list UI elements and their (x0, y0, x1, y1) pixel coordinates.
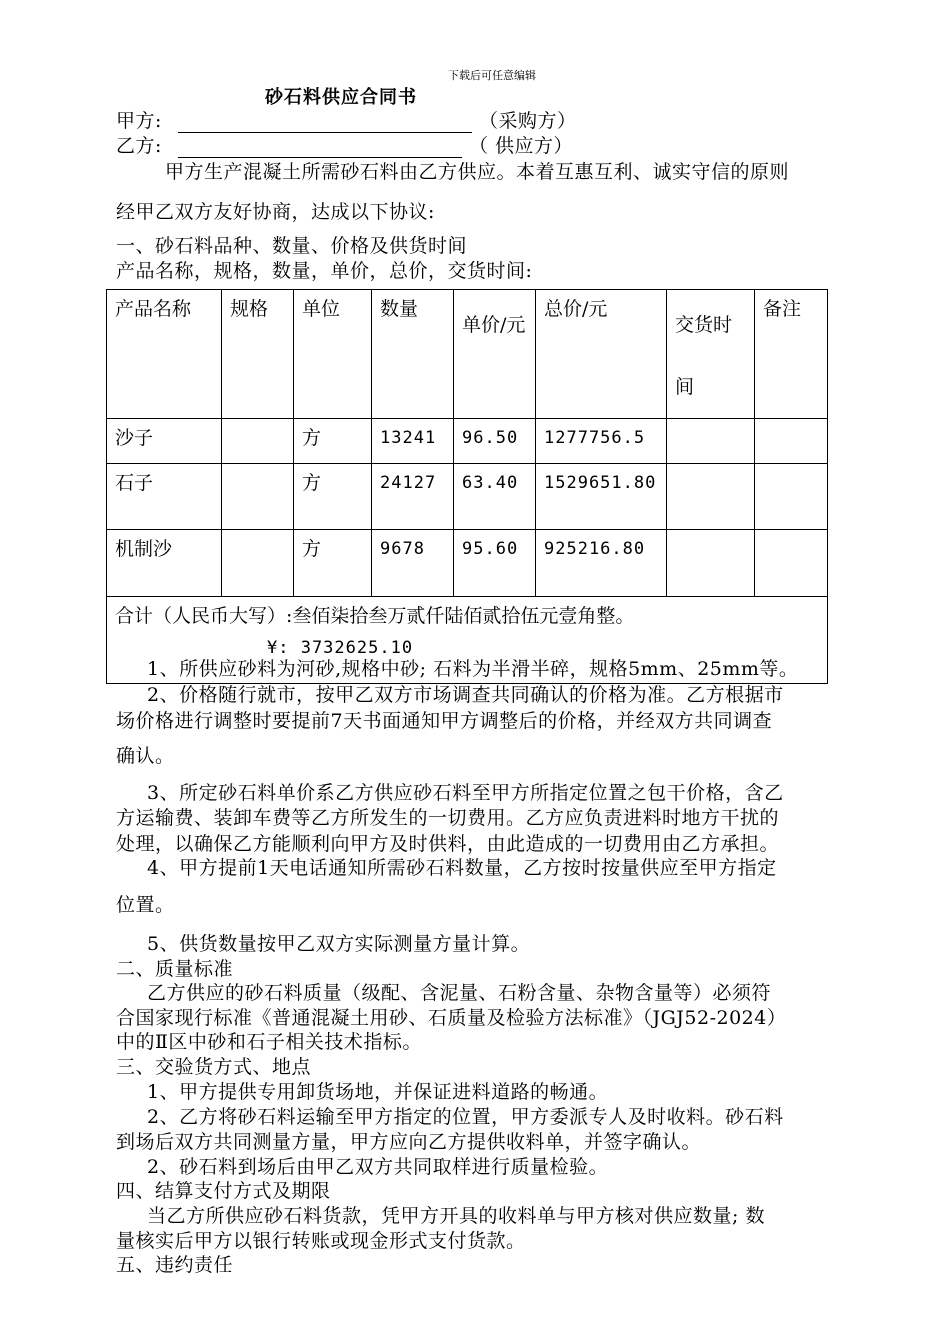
party-a-role: （采购方） (479, 110, 577, 132)
unit-price-cell: 96.50 (454, 419, 536, 464)
unit-price-cell: 63.40 (454, 464, 536, 530)
total-price-cell: 1277756.5 (536, 419, 667, 464)
header-cell: 交货时间 (667, 290, 755, 419)
term-3-cont: 处理，以确保乙方能顺利向甲方及时供料，由此造成的一切费用由乙方承担。 (116, 833, 780, 855)
note-cell (755, 464, 828, 530)
section2-line: 乙方供应的砂石料质量（级配、含泥量、石粉含量、杂物含量等）必须符 (147, 982, 772, 1004)
section1-subheading: 产品名称，规格，数量，单价，总价，交货时间: (116, 260, 533, 282)
table-row (107, 419, 828, 464)
term-4-cont: 位置。 (116, 894, 175, 916)
section3-line: 到场后双方共同测量方量，甲方应向乙方提供收料单，并签字确认。 (116, 1131, 702, 1153)
intro-line-1: 甲方生产混凝土所需砂石料由乙方供应。本着互惠互利、诚实守信的原则 (165, 161, 790, 183)
note-cell (755, 419, 828, 464)
term-3-cont: 方运输费、装卸车费等乙方所发生的一切费用。乙方应负责进料时地方干扰的 (116, 807, 780, 829)
product-name-cell: 沙子 (107, 419, 222, 464)
total-amount: ¥: 3732625.10 (267, 638, 414, 658)
note-cell (755, 530, 828, 597)
section3-line: 2、砂石料到场后由甲乙双方共同取样进行质量检验。 (147, 1156, 609, 1178)
term-5: 5、供货数量按甲乙双方实际测量方量计算。 (147, 933, 531, 955)
unit-cell: 方 (294, 464, 372, 530)
table-header-row (107, 290, 828, 419)
section4-line: 当乙方所供应砂石料货款，凭甲方开具的收料单与甲方核对供应数量; 数 (147, 1205, 765, 1227)
product-name-cell: 石子 (107, 464, 222, 530)
party-a-line (116, 106, 577, 133)
section2-line: 中的Ⅱ区中砂和石子相关技术指标。 (116, 1031, 422, 1053)
section4-line: 量核实后甲方以银行转账或现金形式支付货款。 (116, 1230, 526, 1252)
goods-table (106, 289, 828, 684)
header-cell: 单位 (294, 290, 372, 419)
unit-price-cell: 95.60 (454, 530, 536, 597)
total-price-cell: 1529651.80 (536, 464, 667, 530)
section4-heading: 四、结算支付方式及期限 (116, 1180, 331, 1202)
quantity-cell: 24127 (372, 464, 454, 530)
unit-cell: 方 (294, 530, 372, 597)
intro-line-2: 经甲乙双方友好协商，达成以下协议: (116, 201, 435, 223)
delivery-cell (667, 419, 755, 464)
term-3: 3、所定砂石料单价系乙方供应砂石料至甲方所指定位置之包干价格，含乙 (147, 782, 784, 804)
party-a-label: 甲方: (116, 110, 162, 132)
section3-line: 1、甲方提供专用卸货场地，并保证进料道路的畅通。 (147, 1081, 609, 1103)
header-note: 下载后可任意编辑 (448, 69, 536, 82)
header-cell: 数量 (372, 290, 454, 419)
section3-line: 2、乙方将砂石料运输至甲方指定的位置，甲方委派专人及时收料。砂石料 (147, 1106, 784, 1128)
section2-heading: 二、质量标准 (116, 958, 234, 980)
party-b-role: （ 供应方） (469, 135, 574, 157)
term-2: 2、价格随行就市，按甲乙双方市场调查共同确认的价格为准。乙方根据市 (147, 684, 784, 706)
party-b-label: 乙方: (116, 135, 162, 157)
product-name-cell: 机制沙 (107, 530, 222, 597)
term-4: 4、甲方提前1天电话通知所需砂石料数量，乙方按时按量供应至甲方指定 (147, 857, 777, 879)
unit-cell: 方 (294, 419, 372, 464)
table-row (107, 530, 828, 597)
section1-heading: 一、砂石料品种、数量、价格及供货时间 (116, 235, 468, 257)
spec-cell (222, 419, 294, 464)
term-1: 1、所供应砂料为河砂,规格中砂; 石料为半滑半碎，规格5mm、25mm等。 (147, 658, 799, 680)
term-2-cont: 场价格进行调整时要提前7天书面通知甲方调整后的价格，并经双方共同调查 (116, 710, 773, 732)
section5-heading: 五、违约责任 (116, 1254, 234, 1276)
table-row (107, 464, 828, 530)
spec-cell (222, 530, 294, 597)
section2-line: 合国家现行标准《普通混凝土用砂、石质量及检验方法标准》（JGJ52-2024） (116, 1007, 787, 1029)
header-cell: 总价/元 (536, 290, 667, 419)
total-in-words: 合计（人民币大写）:叁佰柒拾叁万贰仟陆佰贰拾伍元壹角整。 (115, 605, 635, 627)
party-b-line (116, 131, 573, 158)
header-cell: 规格 (222, 290, 294, 419)
quantity-cell: 13241 (372, 419, 454, 464)
delivery-cell (667, 464, 755, 530)
header-cell: 单价/元 (454, 290, 536, 419)
term-2-cont: 确认。 (116, 745, 175, 767)
quantity-cell: 9678 (372, 530, 454, 597)
spec-cell (222, 464, 294, 530)
total-price-cell: 925216.80 (536, 530, 667, 597)
delivery-cell (667, 530, 755, 597)
header-cell: 产品名称 (107, 290, 222, 419)
section3-heading: 三、交验货方式、地点 (116, 1056, 312, 1078)
header-cell: 备注 (755, 290, 828, 419)
document-title: 砂石料供应合同书 (265, 87, 417, 108)
party-b-blank[interactable] (178, 139, 462, 158)
